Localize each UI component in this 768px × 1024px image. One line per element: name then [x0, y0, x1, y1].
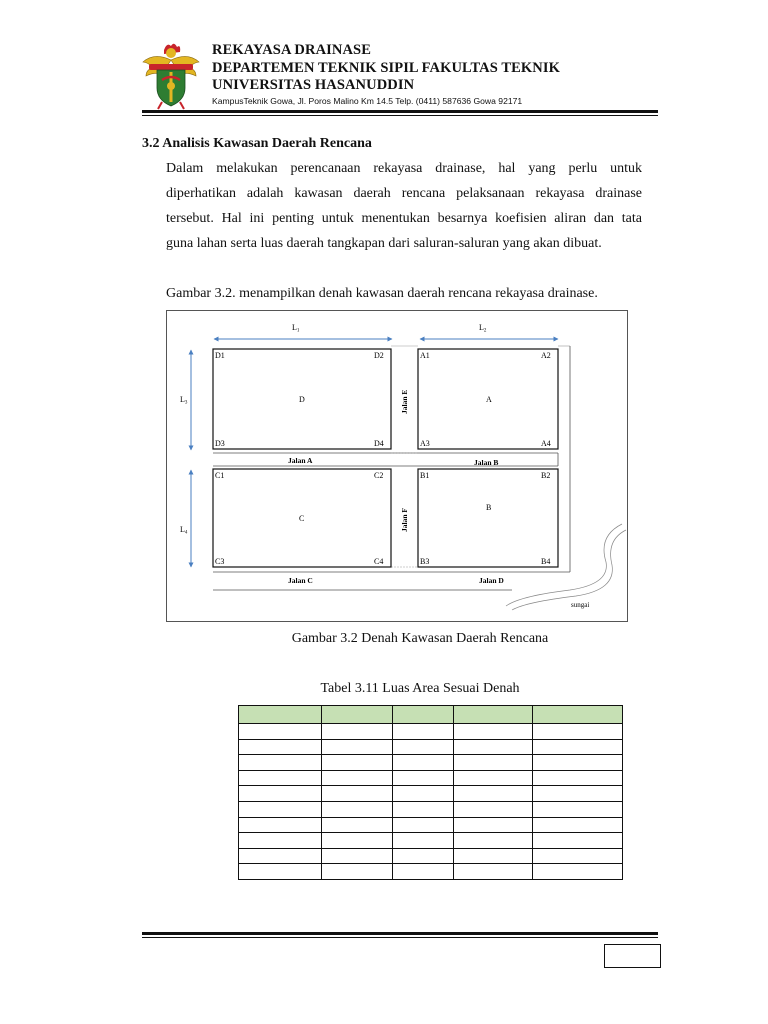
block-label-b: B — [486, 503, 492, 512]
table-caption-text: Tabel 3.11 Luas Area Sesuai Denah — [320, 681, 520, 696]
table-cell — [322, 739, 393, 755]
table-cell — [322, 864, 393, 880]
table-cell — [239, 770, 322, 786]
corner-c1: C1 — [215, 471, 225, 480]
table-cell — [239, 864, 322, 880]
table-row — [239, 786, 623, 802]
paragraph-line: guna lahan serta luas daerah tangkapan dari saluran-saluran yang akan dibuat. — [166, 236, 602, 251]
table-cell — [533, 864, 623, 880]
header-address: KampusTeknik Gowa, Jl. Poros Malino Km 14.5 Telp. (0411) 587636 Gowa 92171 — [212, 96, 523, 106]
table-cell — [533, 755, 623, 771]
table-header-cell — [322, 706, 393, 724]
corner-a4: A4 — [541, 439, 551, 448]
table-cell — [454, 848, 533, 864]
paragraph-line: Dalam melakukan perencanaan rekayasa drainase, hal yang perlu untuk — [166, 161, 642, 176]
block-label-d: D — [299, 395, 305, 404]
table-cell — [454, 833, 533, 849]
road-label-jalan-b: Jalan B — [474, 458, 499, 467]
table-row — [239, 848, 623, 864]
corner-a1: A1 — [420, 351, 430, 360]
area-table — [238, 705, 623, 880]
figure-intro-sentence: Gambar 3.2. menampilkan denah kawasan daerah rencana rekayasa drainase. — [166, 286, 598, 301]
table-row — [239, 770, 623, 786]
figure-caption-text: Gambar 3.2 Denah Kawasan Daerah Rencana — [291, 631, 549, 646]
table-cell — [322, 848, 393, 864]
table-cell — [454, 770, 533, 786]
header-title-line2: DEPARTEMEN TEKNIK SIPIL FAKULTAS TEKNIK — [212, 60, 560, 76]
corner-b1: B1 — [420, 471, 430, 480]
table-cell — [393, 817, 454, 833]
table-header-row — [239, 706, 623, 724]
road-label-jalan-f: Jalan F — [400, 508, 409, 532]
table-cell — [322, 801, 393, 817]
table-cell — [533, 724, 623, 740]
table-row — [239, 833, 623, 849]
table-row — [239, 755, 623, 771]
table-cell — [533, 817, 623, 833]
table-cell — [239, 786, 322, 802]
table-row — [239, 724, 623, 740]
label-l1: L1 — [292, 323, 300, 334]
table-header-cell — [533, 706, 623, 724]
table-cell — [393, 848, 454, 864]
header-rule-thick — [142, 110, 658, 113]
table-cell — [239, 848, 322, 864]
university-crest-icon — [140, 40, 202, 110]
table-cell — [393, 801, 454, 817]
label-l4: L4 — [180, 525, 188, 536]
road-label-jalan-a: Jalan A — [288, 456, 313, 465]
table-cell — [322, 833, 393, 849]
table-cell — [239, 833, 322, 849]
road-label-jalan-c: Jalan C — [288, 576, 313, 585]
table-cell — [533, 801, 623, 817]
corner-b4: B4 — [541, 557, 551, 566]
block-label-a: A — [486, 395, 492, 404]
corner-d2: D2 — [374, 351, 384, 360]
table-row — [239, 739, 623, 755]
corner-b2: B2 — [541, 471, 551, 480]
table-header-cell — [454, 706, 533, 724]
site-plan-figure — [166, 310, 628, 622]
table-cell — [454, 801, 533, 817]
table-row — [239, 817, 623, 833]
corner-b3: B3 — [420, 557, 430, 566]
corner-c2: C2 — [374, 471, 384, 480]
table-cell — [454, 755, 533, 771]
table-header-cell — [393, 706, 454, 724]
corner-d4: D4 — [374, 439, 384, 448]
header-rule-thin — [142, 115, 658, 116]
table-row — [239, 801, 623, 817]
table-caption — [0, 681, 768, 697]
table-cell — [533, 770, 623, 786]
paragraph-line: diperhatikan adalah kawasan daerah rencana pelaksanaan rekayasa drainase — [166, 186, 642, 201]
table-cell — [533, 739, 623, 755]
corner-d3: D3 — [215, 439, 225, 448]
table-cell — [393, 739, 454, 755]
table-cell — [533, 786, 623, 802]
road-label-jalan-d: Jalan D — [479, 576, 504, 585]
paragraph-line: tersebut. Hal ini penting untuk menentukan besarnya koefisien aliran dan tata — [166, 211, 642, 226]
figure-caption — [0, 631, 768, 647]
block-label-c: C — [299, 514, 305, 523]
footer-rule-thick — [142, 932, 658, 935]
table-cell — [322, 786, 393, 802]
footer-rule-thin — [142, 937, 658, 938]
header-title-line3: UNIVERSITAS HASANUDDIN — [212, 77, 415, 93]
table-cell — [393, 724, 454, 740]
corner-d1: D1 — [215, 351, 225, 360]
table-cell — [239, 724, 322, 740]
section-heading: 3.2 Analisis Kawasan Daerah Rencana — [142, 136, 372, 151]
table-cell — [454, 817, 533, 833]
page-number-box — [604, 944, 661, 968]
table-cell — [454, 724, 533, 740]
table-cell — [393, 755, 454, 771]
table-cell — [239, 817, 322, 833]
table-header-cell — [239, 706, 322, 724]
section-paragraph — [166, 156, 642, 256]
road-label-jalan-e: Jalan E — [400, 389, 409, 414]
table-cell — [322, 817, 393, 833]
table-cell — [239, 801, 322, 817]
table-cell — [322, 755, 393, 771]
corner-c4: C4 — [374, 557, 384, 566]
table-cell — [454, 864, 533, 880]
table-cell — [393, 770, 454, 786]
table-cell — [239, 755, 322, 771]
corner-a2: A2 — [541, 351, 551, 360]
header-title-line1: REKAYASA DRAINASE — [212, 42, 371, 58]
table-cell — [454, 739, 533, 755]
table-cell — [533, 848, 623, 864]
label-l2: L2 — [479, 323, 487, 334]
table-cell — [393, 786, 454, 802]
corner-a3: A3 — [420, 439, 430, 448]
table-cell — [393, 864, 454, 880]
river-label: sungai — [571, 601, 590, 609]
table-cell — [322, 770, 393, 786]
table-cell — [393, 833, 454, 849]
table-cell — [454, 786, 533, 802]
table-row — [239, 864, 623, 880]
table-cell — [533, 833, 623, 849]
corner-c3: C3 — [215, 557, 225, 566]
label-l3: L3 — [180, 395, 188, 406]
table-cell — [322, 724, 393, 740]
table-cell — [239, 739, 322, 755]
